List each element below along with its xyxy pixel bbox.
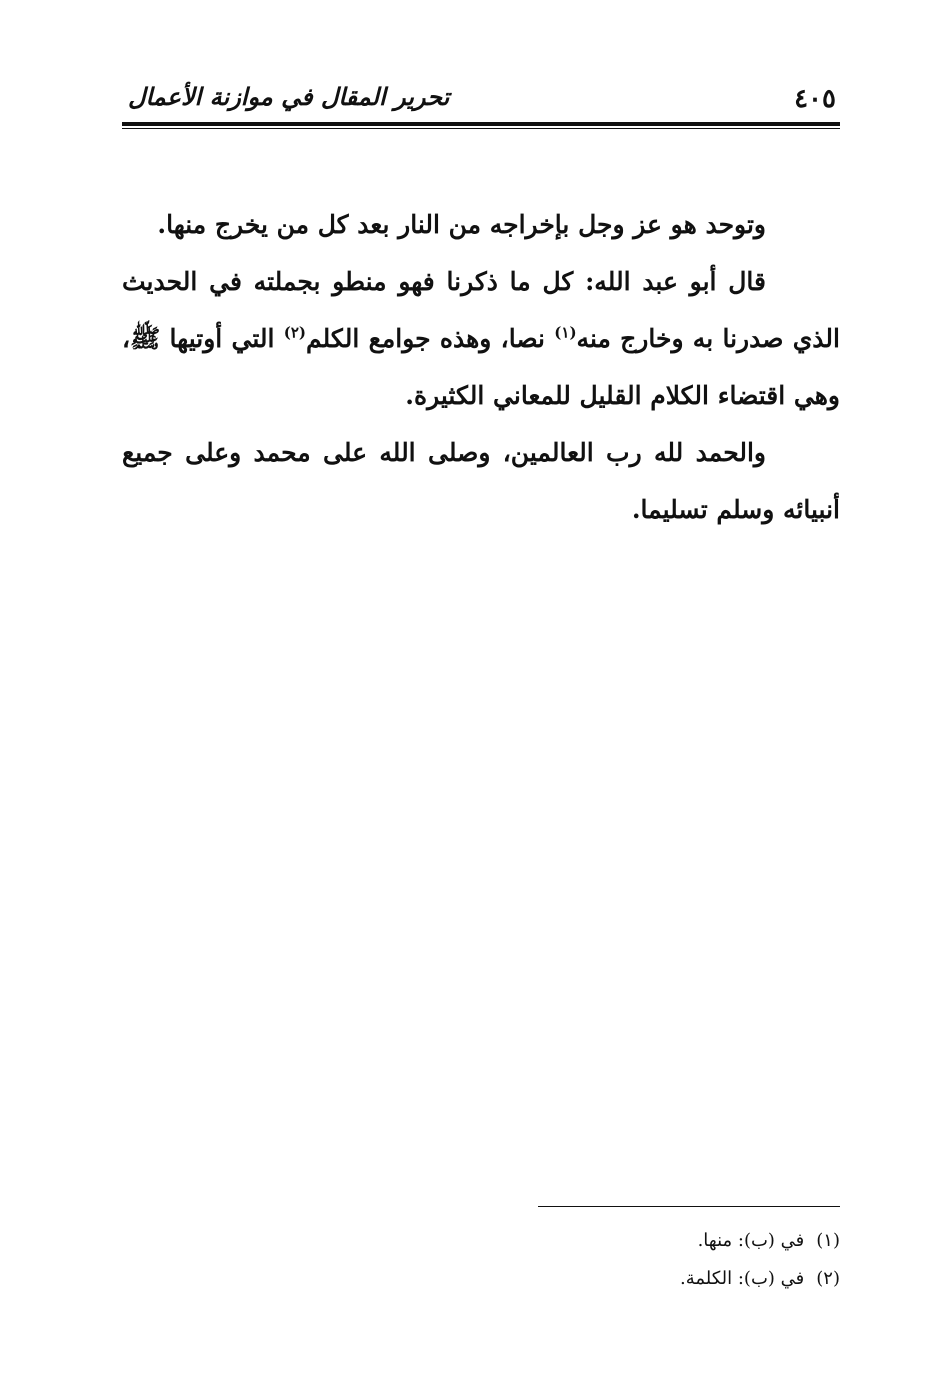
running-title: تحرير المقال في موازنة الأعمال bbox=[128, 82, 450, 111]
footnote-2-number: (٢) bbox=[816, 1268, 840, 1289]
footnote-2-text: في (ب): الكلمة. bbox=[679, 1268, 805, 1289]
footnote-2 bbox=[540, 1260, 840, 1298]
footnote-ref-1: (١) bbox=[554, 323, 577, 342]
paragraph-2 bbox=[122, 253, 840, 424]
footnote-1 bbox=[540, 1222, 840, 1260]
footnote-1-number: (١) bbox=[816, 1230, 840, 1251]
header-rule bbox=[122, 122, 840, 129]
footnote-ref-2: (٢) bbox=[283, 323, 307, 342]
footnote-1-text: في (ب): منها. bbox=[697, 1230, 805, 1251]
page-header bbox=[122, 78, 840, 122]
paragraph-3: والحمد لله رب العالمين، وصلى الله على محمد وعلى جميع أنبيائه وسلم تسليما. bbox=[122, 438, 840, 524]
paragraph-1: وتوحد هو عز وجل بإخراجه من النار بعد كل من يخرج منها. bbox=[157, 210, 766, 239]
paragraph-2-part-c: التي أوتيها ﷺ، وهي اقتضاء الكلام القليل للمعاني الكثيرة. bbox=[122, 324, 840, 410]
footnote-rule bbox=[538, 1206, 840, 1207]
page-number: ٤٠٥ bbox=[794, 84, 836, 114]
paragraph-2-part-b: نصا، وهذه جوامع الكلم bbox=[306, 324, 555, 353]
footnotes bbox=[540, 1222, 840, 1298]
paragraph-2-part-a: قال أبو عبد الله: كل ما ذكرنا فهو منطو بجملته في الحديث الذي صدرنا به وخارج منه bbox=[122, 267, 840, 353]
main-text bbox=[122, 196, 840, 538]
